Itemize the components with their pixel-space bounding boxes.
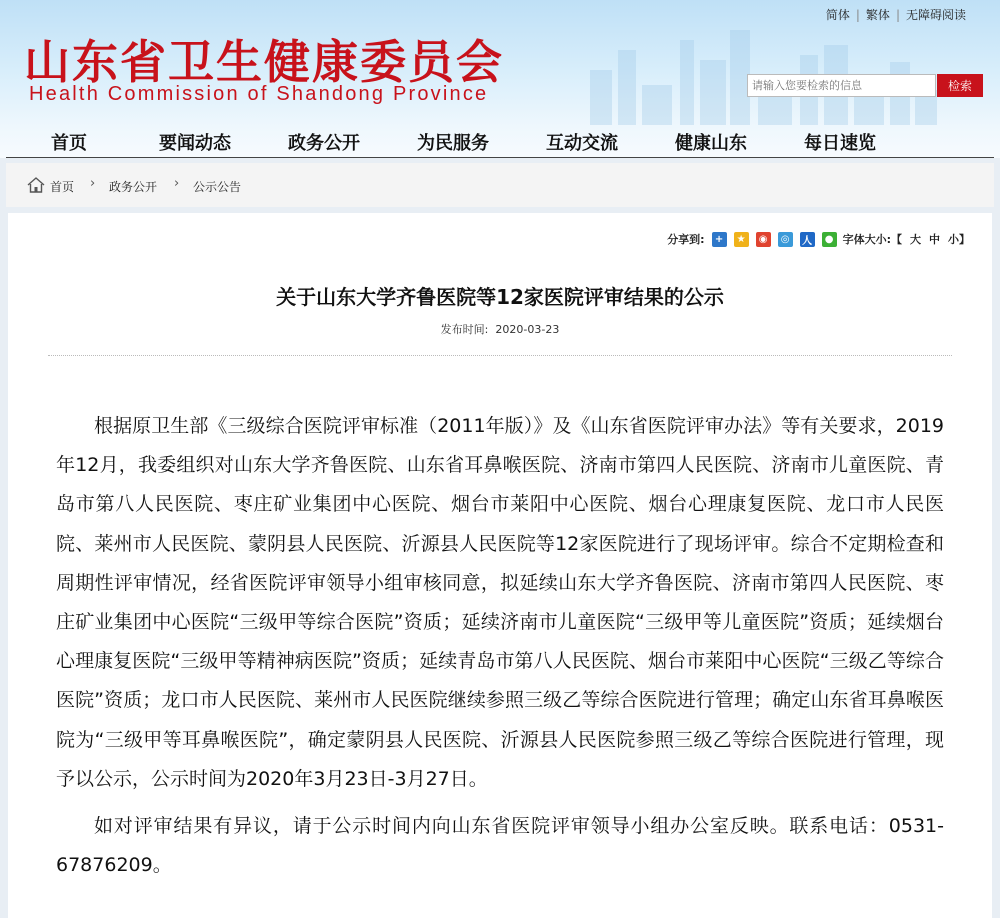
title-divider (48, 355, 952, 356)
font-size-bracket-close: 】 (959, 233, 970, 246)
site-logo-subtitle: Health Commission of Shandong Province (29, 83, 489, 105)
font-size-medium[interactable]: 中 (929, 233, 940, 246)
site-logo-title[interactable]: 山东省卫生健康委员会 (24, 35, 504, 89)
plus-share-icon[interactable]: + (712, 232, 727, 247)
link-divider: | (895, 8, 900, 22)
share-label: 分享到: (667, 233, 705, 246)
font-size-label: 字体大小: (842, 233, 891, 246)
publish-date-value: 2020-03-23 (495, 323, 560, 336)
tencent-weibo-icon[interactable]: ◎ (778, 232, 793, 247)
nav-item-news[interactable]: 要闻动态 (159, 133, 231, 154)
breadcrumb-announcements[interactable]: 公示公告 (193, 180, 242, 194)
chevron-right-icon: › (90, 176, 96, 191)
article-paragraph: 如对评审结果有异议，请于公示时间内向山东省医院评审领导小组办公室反映。联系电话：0531-67876209。 (56, 815, 944, 877)
link-divider: | (855, 8, 860, 22)
main-nav (6, 127, 994, 158)
nav-item-government-affairs[interactable]: 政务公开 (288, 133, 360, 154)
font-size-large[interactable]: 大 (910, 233, 921, 246)
accessibility-link[interactable]: 无障碍阅读 (905, 8, 966, 22)
article-title: 关于山东大学齐鲁医院等12家医院评审结果的公示 (276, 285, 724, 309)
site-header (0, 0, 1000, 158)
breadcrumb-home[interactable]: 首页 (50, 180, 75, 194)
nav-item-interaction[interactable]: 互动交流 (546, 133, 618, 154)
search-input[interactable] (747, 74, 936, 97)
publish-date-label: 发布时间: (440, 323, 489, 336)
nav-item-home[interactable]: 首页 (51, 133, 87, 154)
top-links (826, 6, 966, 23)
share-bar (667, 229, 970, 249)
renren-icon[interactable]: 人 (800, 232, 815, 247)
nav-item-healthy-shandong[interactable]: 健康山东 (675, 133, 747, 154)
font-size-small[interactable]: 小 (948, 233, 959, 246)
site-search (747, 74, 983, 97)
home-icon (27, 177, 45, 193)
article-panel (8, 213, 992, 918)
weibo-icon[interactable]: ◉ (756, 232, 771, 247)
article-body (56, 407, 944, 885)
qzone-icon[interactable]: ★ (734, 232, 749, 247)
simplified-chinese-link[interactable]: 简体 (825, 8, 850, 22)
font-size-bracket-open: 【 (891, 233, 902, 246)
wechat-icon[interactable]: ● (822, 232, 837, 247)
traditional-chinese-link[interactable]: 繁体 (865, 8, 890, 22)
chevron-right-icon: › (174, 176, 180, 191)
search-button[interactable]: 检索 (937, 74, 983, 97)
nav-item-public-service[interactable]: 为民服务 (417, 133, 489, 154)
breadcrumb (6, 163, 994, 207)
article-paragraph: 根据原卫生部《三级综合医院评审标准（2011年版）》及《山东省医院评审办法》等有关要求，2019年12月，我委组织对山东大学齐鲁医院、山东省耳鼻喉医院、济南市第四人民医院、济南市儿童医院、青岛市第八人民医院、枣庄矿业集团中心医院、烟台市莱阳中心医院、烟台心理康复医院、龙口市人民医院、莱州市人民医院、蒙阴县人民医院、沂源县人民医院等12家医院进行了现场评审。综合不定期检查和周期性评审情况，经省医院评审领导小组审核同意，拟延续山东大学齐鲁医院、济南市第四人民医院、枣庄矿业集团中心医院“三级甲等综合医院”资质；延续济南市儿童医院“三级甲等儿童医院”资质；延续烟台心理康复医院“三级甲等精神病医院”资质；延续青岛市第八人民医院、烟台市莱阳中心医院“三级乙等综合医院”资质；龙口市人民医院、莱州市人民医院继续参照三级乙等综合医院进行管理；确定山东省耳鼻喉医院为“三级甲等耳鼻喉医院”，确定蒙阴县人民医院、沂源县人民医院参照三级乙等综合医院进行管理，现予以公示，公示时间为2020年3月23日-3月27日。 (56, 415, 944, 790)
nav-item-daily-overview[interactable]: 每日速览 (804, 133, 876, 154)
publish-date (8, 321, 992, 337)
breadcrumb-government-affairs[interactable]: 政务公开 (109, 180, 158, 194)
